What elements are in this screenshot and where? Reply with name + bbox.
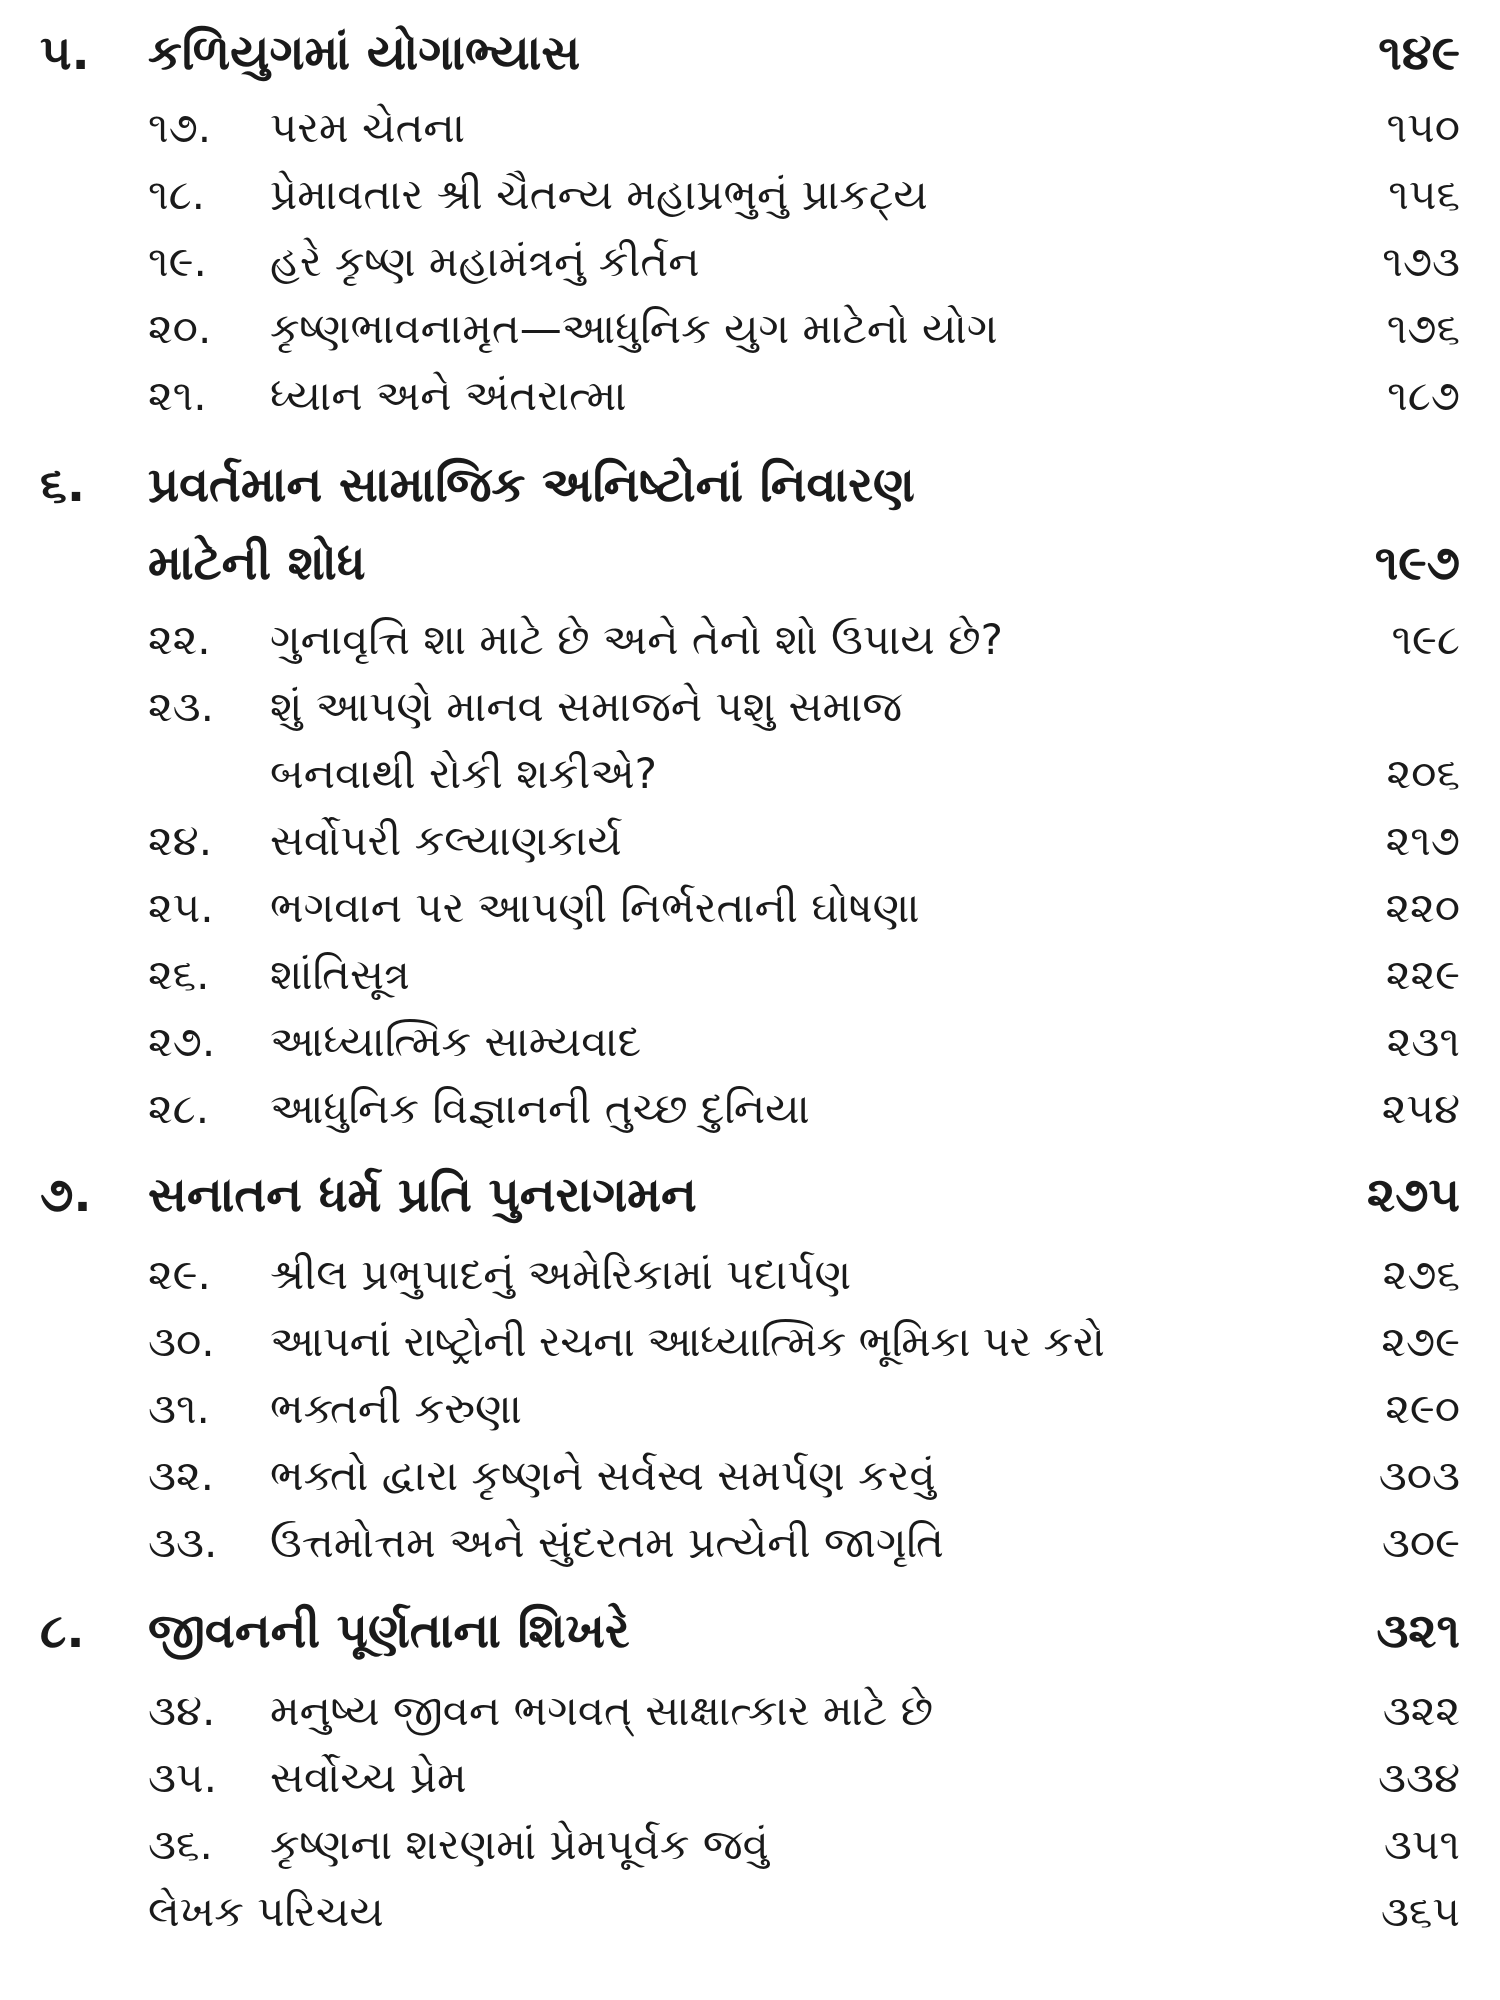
page-number: ૨૨૯ <box>1385 950 1460 999</box>
page-number: ૩૫૧ <box>1383 1820 1460 1869</box>
section-number: ૨૨. <box>148 615 211 664</box>
chapter-row <box>0 1162 1500 1228</box>
section-title: ઉત્તમોત્તમ અને સુંદરતમ પ્રત્યેની જાગૃતિ <box>270 1518 944 1567</box>
section-row <box>0 1510 1500 1576</box>
section-row <box>0 607 1500 673</box>
page-number: ૧૫૬ <box>1388 170 1460 219</box>
section-row <box>0 1745 1500 1811</box>
section-number: ૩૦. <box>148 1317 215 1366</box>
page-number: ૧૭૬ <box>1386 304 1460 353</box>
section-number: ૩૫. <box>148 1753 217 1802</box>
section-number: ૨૦. <box>148 304 212 353</box>
page-number: ૨૧૭ <box>1385 816 1460 865</box>
page-number: ૨૭૬ <box>1382 1250 1460 1299</box>
page-number: ૩૨૧ <box>1376 1603 1460 1659</box>
page-number: ૧૭૩ <box>1382 237 1460 286</box>
section-title: પ્રેમાવતાર શ્રી ચૈતન્ય મહાપ્રભુનું પ્રાકટ્ય <box>270 170 928 219</box>
section-title: આધુનિક વિજ્ઞાનની તુચ્છ દુનિયા <box>270 1084 810 1133</box>
page-number: ૩૩૪ <box>1378 1753 1460 1802</box>
section-number: ૨૧. <box>148 371 207 420</box>
section-number: ૧૮. <box>148 170 206 219</box>
section-row <box>0 162 1500 228</box>
section-row <box>0 95 1500 161</box>
section-number: ૩૬. <box>148 1820 213 1869</box>
chapter-number: ૮. <box>40 1603 85 1659</box>
section-row <box>0 808 1500 874</box>
chapter-row <box>0 452 1500 518</box>
section-row <box>0 1376 1500 1442</box>
page-number: ૨૦૬ <box>1386 749 1460 798</box>
section-row <box>0 942 1500 1008</box>
section-title: કૃષ્ણભાવનામૃત—આધુનિક યુગ માટેનો યોગ <box>270 304 998 353</box>
section-title: સર્વોચ્ચ પ્રેમ <box>270 1753 467 1802</box>
page-number: ૨૩૧ <box>1386 1017 1460 1066</box>
page-number: ૨૫૪ <box>1381 1084 1460 1133</box>
author-intro-row <box>0 1879 1500 1945</box>
chapter-title: જીવનની પૂર્ણતાના શિખરે <box>148 1603 630 1659</box>
page-number: ૩૨૨ <box>1382 1686 1460 1735</box>
section-number: ૧૭. <box>148 103 212 152</box>
section-number: ૩૨. <box>148 1451 214 1500</box>
page-number: ૩૦૩ <box>1378 1451 1460 1500</box>
section-number: ૩૪. <box>148 1686 216 1735</box>
section-title: આપનાં રાષ્ટ્રોની રચના આધ્યાત્મિક ભૂમિકા પર કરો <box>270 1317 1105 1366</box>
page-number: ૩૦૯ <box>1381 1518 1460 1567</box>
section-number: ૧૯. <box>148 237 207 286</box>
section-title-continued-row <box>0 741 1500 807</box>
section-title: ભગવાન પર આપણી નિર્ભરતાની ઘોષણા <box>270 883 920 932</box>
section-title: મનુષ્ય જીવન ભગવત્ સાક્ષાત્કાર માટે છે <box>270 1686 934 1735</box>
section-row <box>0 296 1500 362</box>
section-row <box>0 363 1500 429</box>
section-title: શું આપણે માનવ સમાજને પશુ સમાજ <box>270 682 903 731</box>
section-number: ૩૧. <box>148 1384 210 1433</box>
page-number: ૨૨૦ <box>1385 883 1460 932</box>
page-number: ૧૫૦ <box>1386 103 1460 152</box>
section-row <box>0 1443 1500 1509</box>
section-number: ૨૩. <box>148 682 214 731</box>
section-title: આધ્યાત્મિક સામ્યવાદ <box>270 1017 642 1066</box>
section-title: ગુનાવૃત્તિ શા માટે છે અને તેનો શો ઉપાય છે? <box>270 615 1003 664</box>
chapter-title: કળિયુગમાં યોગાભ્યાસ <box>148 25 581 81</box>
chapter-number: ૬. <box>40 457 86 513</box>
author-intro-title: લેખક પરિચય <box>148 1887 384 1936</box>
chapter-row <box>0 20 1500 86</box>
section-number: ૨૭. <box>148 1017 216 1066</box>
section-row <box>0 1309 1500 1375</box>
chapter-title-continued: માટેની શોધ <box>148 535 366 591</box>
page-number: ૧૮૭ <box>1387 371 1460 420</box>
section-title: ભક્તની કરુણા <box>270 1384 522 1433</box>
section-row <box>0 875 1500 941</box>
section-number: ૨૫. <box>148 883 214 932</box>
section-number: ૨૮. <box>148 1084 210 1133</box>
section-row <box>0 1678 1500 1744</box>
section-title-continued: બનવાથી રોકી શકીએ? <box>270 749 657 798</box>
page-number: ૧૪૯ <box>1378 25 1460 81</box>
section-row <box>0 1812 1500 1878</box>
chapter-title: સનાતન ધર્મ પ્રતિ પુનરાગમન <box>148 1167 697 1223</box>
section-title: પરમ ચેતના <box>270 103 466 152</box>
section-title: શ્રીલ પ્રભુપાદનું અમેરિકામાં પદાર્પણ <box>270 1250 852 1299</box>
section-title: હરે કૃષ્ણ મહામંત્રનું કીર્તન <box>270 237 700 286</box>
page-number: ૧૯૮ <box>1391 615 1460 664</box>
section-row <box>0 1076 1500 1142</box>
section-title: શાંતિસૂત્ર <box>270 950 410 999</box>
section-row <box>0 229 1500 295</box>
section-title: ધ્યાન અને અંતરાત્મા <box>270 371 627 420</box>
section-title: ભક્તો દ્વારા કૃષ્ણને સર્વસ્વ સમર્પણ કરવું <box>270 1451 936 1500</box>
section-row <box>0 1242 1500 1308</box>
chapter-number: ૭. <box>40 1167 92 1223</box>
section-row <box>0 1009 1500 1075</box>
chapter-title-continued-row <box>0 530 1500 596</box>
chapter-title: પ્રવર્તમાન સામાજિક અનિષ્ટોનાં નિવારણ <box>148 457 915 513</box>
section-number: ૨૪. <box>148 816 213 865</box>
page-number: ૨૯૦ <box>1385 1384 1460 1433</box>
section-row <box>0 674 1500 740</box>
page-number: ૩૬૫ <box>1380 1887 1460 1936</box>
section-number: ૩૩. <box>148 1518 218 1567</box>
page-number: ૧૯૭ <box>1374 535 1460 591</box>
chapter-number: ૫. <box>40 25 90 81</box>
section-number: ૨૬. <box>148 950 210 999</box>
section-title: સર્વોપરી કલ્યાણકાર્ય <box>270 816 622 865</box>
chapter-row <box>0 1598 1500 1664</box>
section-title: કૃષ્ણના શરણમાં પ્રેમપૂર્વક જવું <box>270 1820 769 1869</box>
page-number: ૨૭૫ <box>1366 1167 1460 1223</box>
section-number: ૨૯. <box>148 1250 211 1299</box>
page-number: ૨૭૯ <box>1381 1317 1460 1366</box>
